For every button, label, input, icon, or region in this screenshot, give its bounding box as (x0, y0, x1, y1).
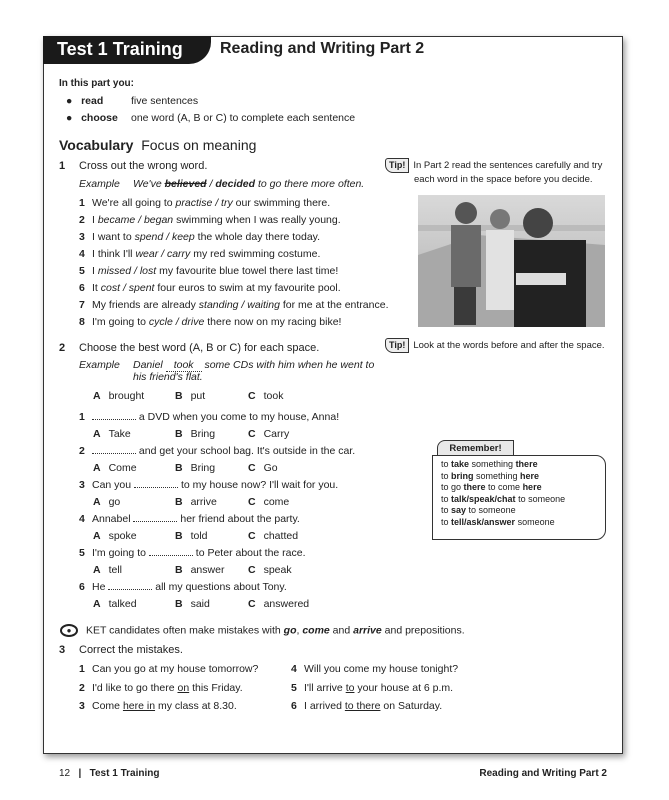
list-item (79, 513, 300, 525)
option-word: Come (108, 462, 137, 474)
item-options: practise / try (175, 197, 233, 209)
item-text: He (92, 581, 109, 593)
vocab-title: Vocabulary (59, 137, 134, 153)
option-word: put (190, 390, 206, 402)
item-text: your house at 6 p.m. (354, 681, 454, 694)
answer-option[interactable] (248, 390, 283, 402)
option-word: Bring (190, 462, 216, 474)
remember-text: to someone (466, 505, 516, 515)
option-word: said (190, 598, 210, 610)
remember-text: to (441, 505, 452, 515)
item-text: a DVD when you come to my house, Anna! (136, 411, 340, 423)
remember-box (432, 455, 606, 540)
remember-text: here (520, 470, 540, 481)
item-number: 5 (79, 547, 85, 559)
item-options: became / began (97, 214, 174, 226)
item-text: my favourite blue towel there last time! (156, 265, 339, 277)
answer-option[interactable] (175, 598, 210, 610)
option-word: answered (263, 598, 310, 610)
remember-text: to (441, 516, 452, 527)
remember-title: Remember! (437, 440, 514, 456)
answer-blank[interactable] (134, 480, 178, 488)
list-item (79, 265, 338, 277)
item-number: 1 (79, 197, 85, 209)
option-word: talked (108, 598, 137, 610)
remember-line (441, 482, 597, 494)
ex3-heading (59, 644, 183, 656)
option-word: speak (263, 564, 292, 576)
item-text: Will you come my house tonight? (304, 663, 459, 675)
item-text: to my house now? I'll wait for you. (178, 479, 339, 491)
remember-line (441, 505, 597, 517)
item-options: cycle / drive (148, 316, 205, 328)
item-text: I'm going to (92, 547, 149, 559)
item-text: I'm going to (92, 316, 149, 328)
item-options: spend / keep (134, 231, 195, 243)
item-text: Can you (92, 479, 135, 491)
tip-1 (385, 158, 602, 186)
example-sep: / (206, 178, 216, 190)
item-text: this Friday. (189, 681, 243, 694)
answer-option[interactable] (248, 462, 278, 474)
item-number: 3 (79, 479, 85, 491)
remember-line (441, 517, 597, 529)
item-text: swimming when I was really young. (173, 214, 341, 226)
item-text: for me at the entrance. (279, 299, 389, 311)
item-text: four euros to swim at my favourite pool. (154, 282, 341, 294)
ket-word: come (302, 624, 330, 637)
remember-text: to (441, 493, 452, 504)
remember-line (441, 459, 597, 471)
answer-option[interactable] (248, 564, 292, 576)
option-word: come (263, 496, 290, 508)
option-letter: B (175, 530, 183, 542)
list-item (79, 700, 237, 712)
item-number: 1 (79, 663, 85, 675)
footer-section: Test 1 Training (89, 768, 160, 779)
underlined-mistake: on (177, 681, 190, 694)
option-word: answer (190, 564, 225, 576)
underlined-mistake: to (345, 681, 355, 694)
option-letter: B (175, 598, 183, 610)
answer-option[interactable] (175, 428, 215, 440)
intro-heading: In this part you: (59, 78, 134, 89)
item-text: there now on my racing bike! (204, 316, 342, 328)
ex2-num: 2 (59, 342, 66, 354)
option-word: arrive (190, 496, 217, 508)
footer-right: Reading and Writing Part 2 (479, 768, 607, 779)
item-text: all my questions about Tony. (152, 581, 287, 593)
item-number: 6 (291, 700, 297, 712)
item-text: Can you go at my house tomorrow? (92, 663, 259, 675)
example-text: We've (133, 178, 165, 190)
example-label: Example (79, 359, 120, 371)
remember-text: to come (485, 482, 523, 492)
option-letter: C (248, 390, 256, 402)
list-item (79, 214, 341, 226)
item-number: 2 (79, 214, 85, 226)
remember-text: tell/ask/answer (451, 516, 516, 527)
list-item (79, 479, 338, 491)
list-item (79, 663, 258, 675)
item-text: I want to (92, 231, 135, 243)
answer-blank[interactable] (92, 412, 136, 420)
example-answer: decided (215, 178, 256, 190)
item-number: 3 (79, 700, 85, 712)
item-text: Annabel (92, 513, 134, 525)
option-letter: B (175, 564, 183, 576)
ex1-heading (59, 160, 207, 172)
test-tab: Test 1 Training (43, 36, 211, 64)
vocab-subtitle: Focus on meaning (141, 137, 257, 153)
item-number: 2 (79, 445, 85, 457)
remember-text: to someone (515, 493, 566, 504)
item-text: to Peter about the race. (192, 547, 306, 559)
tip-text: Look at the words before and after the space. (413, 340, 605, 351)
remember-text: something (469, 459, 516, 469)
intro-desc: one word (A, B or C) to complete each sentence (131, 112, 356, 124)
item-text: I'll arrive (304, 681, 346, 694)
ex2-example (79, 359, 375, 383)
item-number: 7 (79, 299, 85, 311)
option-letter: C (248, 530, 256, 542)
answer-option[interactable] (175, 462, 215, 474)
item-text: my class at 8.30. (155, 700, 237, 712)
answer-option[interactable] (248, 496, 289, 508)
item-text: our swimming there. (232, 197, 331, 209)
page-number: 12 (59, 768, 71, 779)
ex1-num: 1 (59, 160, 66, 172)
ket-note (60, 624, 465, 637)
tip-label: Tip! (385, 338, 409, 353)
footer-left (59, 768, 159, 779)
remember-text: to (441, 459, 452, 469)
option-word: brought (108, 390, 145, 402)
ket-text: KET candidates often make mistakes with (86, 624, 284, 637)
underlined-mistake: here in (122, 700, 156, 712)
item-number: 4 (79, 248, 85, 260)
list-item (79, 682, 243, 694)
ket-text: , (296, 624, 303, 637)
option-word: spoke (108, 530, 137, 542)
intro-item: ● read five sentences (66, 95, 199, 107)
answer-option[interactable] (93, 530, 137, 542)
option-word: took (263, 390, 284, 402)
example-label: Example (79, 178, 120, 190)
option-letter: A (93, 428, 101, 440)
option-letter: A (93, 390, 101, 402)
item-text: Come (92, 700, 123, 712)
remember-text: here (522, 482, 542, 492)
answer-option[interactable] (175, 390, 205, 402)
footer-sep: | (78, 768, 82, 779)
eye-icon: ● (60, 624, 78, 637)
ket-word: go (283, 624, 297, 637)
remember-text: to go (441, 482, 464, 492)
answer-option[interactable] (248, 598, 309, 610)
item-text: I arrived (304, 700, 345, 712)
example-text: Daniel (133, 359, 166, 371)
option-letter: C (248, 564, 256, 576)
example-answer: took (166, 359, 202, 372)
section-heading (59, 137, 256, 153)
list-item (79, 316, 341, 328)
item-number: 6 (79, 282, 85, 294)
list-item (79, 411, 339, 423)
item-text: I (92, 265, 98, 277)
option-letter: A (93, 564, 101, 576)
option-letter: C (248, 428, 256, 440)
option-word: told (190, 530, 208, 542)
remember-text: something (473, 470, 521, 481)
item-options: wear / carry (135, 248, 191, 260)
intro-verb: choose (81, 112, 118, 124)
ket-text: and (329, 624, 354, 637)
remember-line (441, 471, 597, 483)
answer-option[interactable] (248, 428, 289, 440)
option-letter: B (175, 462, 183, 474)
list-item (79, 445, 355, 457)
intro-item: ● choose one word (A, B or C) to complete each sentence (66, 112, 356, 124)
tip-label: Tip! (385, 158, 409, 173)
example-text: his friend's flat. (133, 371, 203, 383)
list-item (291, 700, 442, 712)
ket-word: arrive (353, 624, 382, 637)
list-item (79, 248, 320, 260)
remember-text: to (441, 470, 452, 481)
option-letter: C (248, 462, 256, 474)
underlined-mistake: to there (344, 700, 381, 712)
item-text: and get your school bag. It's outside in the car. (136, 445, 356, 457)
item-number: 4 (291, 663, 297, 675)
option-word: Take (108, 428, 131, 440)
item-text: on Saturday. (380, 700, 443, 712)
list-item (79, 197, 330, 209)
item-number: 4 (79, 513, 85, 525)
option-word: go (108, 496, 121, 508)
answer-option[interactable] (93, 462, 137, 474)
remember-text: talk/speak/chat (451, 493, 516, 504)
option-letter: C (248, 598, 256, 610)
answer-option[interactable] (175, 564, 224, 576)
ex1-instruction: Cross out the wrong word. (79, 160, 208, 172)
option-word: Carry (263, 428, 290, 440)
option-letter: C (248, 496, 256, 508)
option-word: tell (108, 564, 123, 576)
tip-2 (385, 338, 605, 353)
ex3-num: 3 (59, 644, 66, 656)
answer-blank[interactable] (149, 548, 193, 556)
intro-desc: five sentences (131, 95, 199, 107)
item-number: 2 (79, 681, 85, 694)
answer-option[interactable] (93, 428, 131, 440)
answer-option[interactable] (93, 496, 120, 508)
item-number: 8 (79, 316, 85, 328)
page-title: Reading and Writing Part 2 (220, 40, 425, 57)
ex3-instruction: Correct the mistakes. (79, 644, 183, 656)
ex2-heading (59, 342, 319, 354)
list-item (79, 299, 389, 311)
photo-three-boys (418, 195, 605, 327)
boys-photo-icon (418, 195, 605, 327)
remember-text: someone (515, 516, 555, 527)
answer-option[interactable] (93, 564, 122, 576)
item-text: my red swimming costume. (190, 248, 321, 260)
list-item (291, 682, 453, 694)
tip-text: each word in the space before you decide. (414, 174, 593, 185)
answer-blank[interactable] (133, 514, 177, 522)
item-options: standing / waiting (198, 299, 280, 311)
option-letter: A (93, 462, 101, 474)
remember-text: say (451, 505, 467, 515)
item-number: 6 (79, 581, 85, 593)
item-number: 3 (79, 231, 85, 243)
answer-option[interactable] (93, 390, 144, 402)
item-number: 1 (79, 411, 85, 423)
answer-option[interactable] (248, 530, 298, 542)
ex1-example (79, 178, 365, 190)
list-item (79, 282, 341, 294)
option-letter: B (175, 428, 183, 440)
item-options: cost / spent (100, 282, 155, 294)
example-crossed: believed (164, 178, 207, 190)
option-letter: A (93, 530, 101, 542)
example-text: some CDs with him when he went to (201, 359, 375, 371)
list-item (79, 231, 320, 243)
item-text: It (92, 282, 101, 294)
intro-verb: read (81, 95, 104, 107)
answer-option[interactable] (93, 598, 137, 610)
example-text: to go there more often. (255, 178, 365, 190)
ex2-instruction: Choose the best word (A, B or C) for each space. (79, 342, 320, 354)
option-letter: B (175, 496, 183, 508)
option-word: chatted (263, 530, 299, 542)
item-number: 5 (79, 265, 85, 277)
item-text: I think I'll (92, 248, 136, 260)
answer-option[interactable] (175, 530, 208, 542)
option-letter: A (93, 598, 101, 610)
remember-line (441, 494, 597, 506)
item-options: missed / lost (97, 265, 157, 277)
option-word: Go (263, 462, 278, 474)
answer-blank[interactable] (92, 446, 136, 454)
item-text: I'd like to go there (92, 681, 178, 694)
item-number: 5 (291, 681, 297, 694)
answer-option[interactable] (175, 496, 217, 508)
remember-text: there (515, 459, 538, 469)
ket-text: and prepositions. (381, 624, 465, 637)
item-text: My friends are already (92, 299, 199, 311)
list-item (79, 547, 306, 559)
item-text: We're all going to (92, 197, 176, 209)
item-text: I (92, 214, 98, 226)
item-text: her friend about the party. (177, 513, 300, 525)
item-text: the whole day there today. (194, 231, 321, 243)
option-letter: B (175, 390, 183, 402)
answer-blank[interactable] (108, 582, 152, 590)
option-letter: A (93, 496, 101, 508)
list-item (291, 663, 458, 675)
remember-text: there (463, 482, 486, 492)
option-word: Bring (190, 428, 216, 440)
remember-text: bring (451, 470, 474, 481)
tip-text: In Part 2 read the sentences carefully and try (413, 160, 603, 171)
remember-text: take (451, 459, 470, 469)
list-item (79, 581, 287, 593)
